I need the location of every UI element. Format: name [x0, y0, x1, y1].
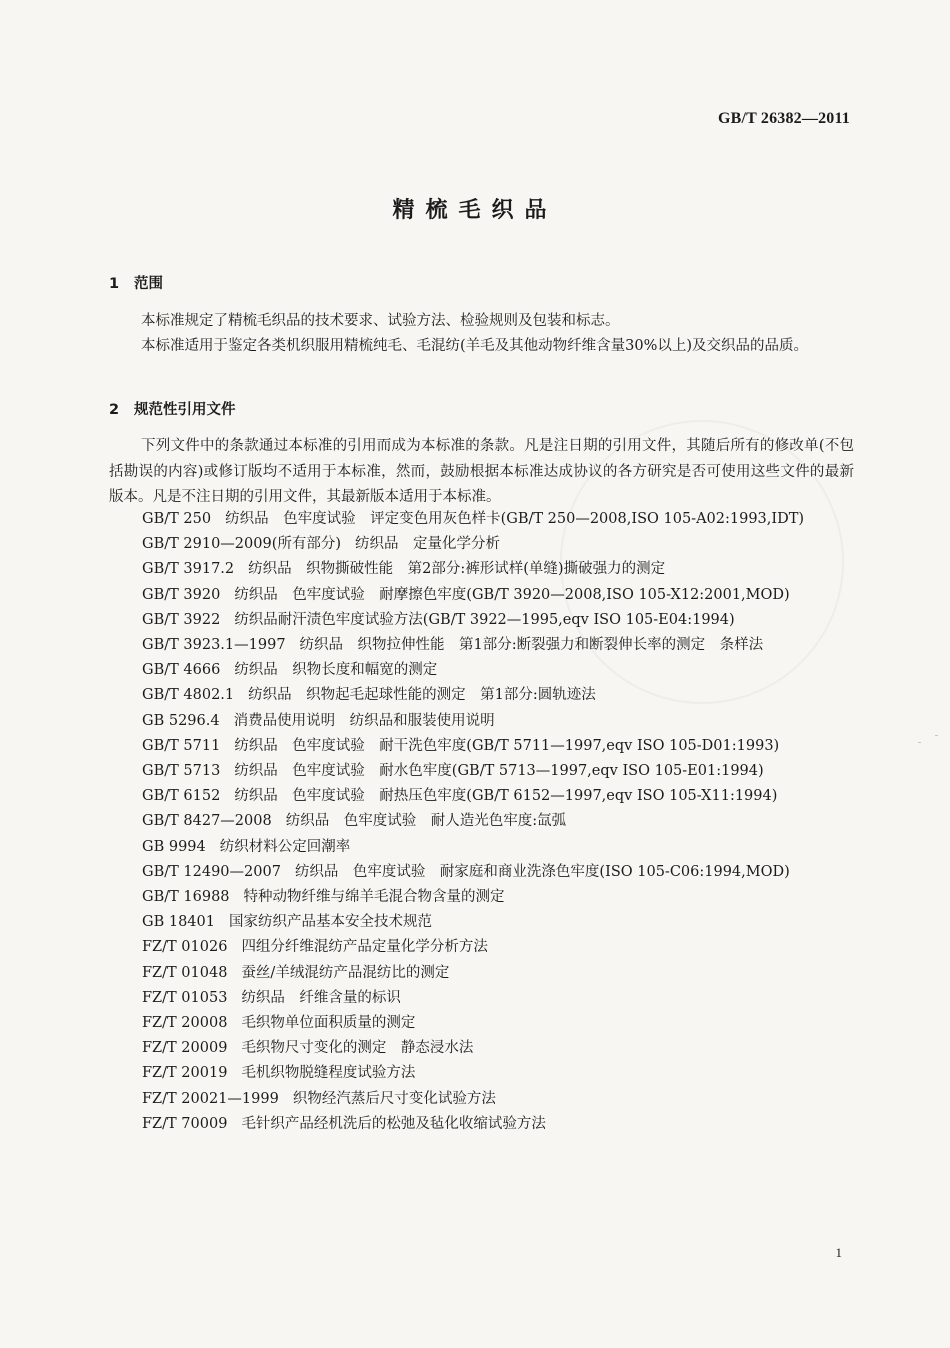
reference-title: 毛机织物脱缝程度试验方法 — [241, 1065, 416, 1082]
reference-code: GB/T 3917.2 — [142, 561, 235, 578]
reference-item — [109, 532, 854, 557]
reference-code: FZ/T 01048 — [142, 964, 228, 981]
reference-title: 纺织品 织物拉伸性能 第1部分:断裂强力和断裂伸长率的测定 条样法 — [299, 637, 764, 654]
reference-title: 纺织品 织物起毛起球性能的测定 第1部分:圆轨迹法 — [248, 687, 596, 704]
reference-item — [109, 784, 854, 809]
reference-code: GB/T 6152 — [142, 788, 221, 805]
reference-code: GB/T 4802.1 — [142, 687, 235, 704]
reference-code: FZ/T 20019 — [142, 1065, 228, 1082]
reference-title: 四组分纤维混纺产品定量化学分析方法 — [241, 939, 488, 956]
reference-item — [109, 658, 854, 683]
reference-code: GB/T 4666 — [142, 662, 221, 679]
section-1-paragraph-1: 本标准规定了精梳毛织品的技术要求、试验方法、检验规则及包装和标志。 — [141, 313, 620, 329]
reference-code: GB/T 3920 — [142, 586, 221, 603]
reference-code: GB/T 16988 — [142, 889, 230, 906]
reference-title: 纺织品耐汗渍色牢度试验方法(GB/T 3922—1995,eqv ISO 105-E04:1994) — [234, 611, 735, 628]
reference-code: FZ/T 01053 — [142, 989, 228, 1006]
document-title: 精梳毛织品 — [392, 198, 558, 223]
reference-item — [109, 1061, 854, 1086]
reference-code: GB/T 12490—2007 — [142, 863, 281, 880]
reference-title: 纺织品 定量化学分析 — [355, 536, 501, 553]
reference-title: 纺织品 织物长度和幅宽的测定 — [234, 662, 438, 679]
reference-item — [109, 583, 854, 608]
reference-code: GB/T 250 — [142, 511, 212, 527]
reference-code: GB 9994 — [142, 838, 206, 855]
reference-item — [109, 683, 854, 708]
reference-code: GB/T 5713 — [142, 763, 221, 780]
reference-code: FZ/T 20008 — [142, 1015, 228, 1032]
reference-item — [109, 507, 854, 532]
reference-item — [109, 557, 854, 582]
reference-item — [109, 734, 854, 759]
section-2-number: 2 — [109, 402, 120, 418]
reference-title: 纺织品 纤维含量的标识 — [241, 989, 401, 1006]
scan-speck — [918, 742, 921, 743]
reference-title: 纺织品 色牢度试验 评定变色用灰色样卡(GB/T 250—2008,ISO 105-A02:1993,IDT) — [225, 511, 805, 527]
section-1-title: 范围 — [134, 276, 163, 292]
reference-item — [109, 1112, 854, 1137]
scan-speck — [935, 735, 938, 736]
reference-item — [109, 709, 854, 734]
section-2-heading — [109, 398, 236, 419]
reference-item — [109, 935, 854, 960]
reference-title: 纺织品 色牢度试验 耐摩擦色牢度(GB/T 3920—2008,ISO 105-X12:2001,MOD) — [234, 586, 790, 603]
section-2-intro: 下列文件中的条款通过本标准的引用而成为本标准的条款。凡是注日期的引用文件，其随后所有的修改单(不包括勘误的内容)或修订版均不适用于本标准，然而，鼓励根据本标准达成协议的各方研究是否可使用这些文件的最新版本。凡是不注日期的引用文件，其最新版本适用于本标准。 — [109, 438, 854, 505]
reference-code: FZ/T 70009 — [142, 1115, 228, 1132]
section-2-title: 规范性引用文件 — [134, 402, 236, 418]
reference-title: 纺织品 色牢度试验 耐热压色牢度(GB/T 6152—1997,eqv ISO 105-X11:1994) — [234, 788, 778, 805]
reference-code: GB/T 2910—2009(所有部分) — [142, 536, 342, 553]
reference-code: GB/T 8427—2008 — [142, 813, 272, 830]
reference-title: 纺织品 织物撕破性能 第2部分:裤形试样(单缝)撕破强力的测定 — [248, 561, 666, 578]
standard-number: GB/T 26382—2011 — [717, 110, 850, 127]
reference-item — [109, 910, 854, 935]
reference-title: 毛针织产品经机洗后的松弛及毡化收缩试验方法 — [241, 1115, 546, 1132]
reference-item — [109, 961, 854, 986]
reference-item — [109, 986, 854, 1011]
reference-title: 纺织品 色牢度试验 耐水色牢度(GB/T 5713—1997,eqv ISO 105-E01:1994) — [234, 763, 764, 780]
reference-title: 特种动物纤维与绵羊毛混合物含量的测定 — [243, 889, 505, 906]
reference-title: 纺织品 色牢度试验 耐干洗色牢度(GB/T 5711—1997,eqv ISO 105-D01:1993) — [234, 737, 780, 754]
reference-item — [109, 860, 854, 885]
reference-title: 纺织品 色牢度试验 耐人造光色牢度:氙弧 — [285, 813, 567, 830]
reference-code: FZ/T 20009 — [142, 1040, 228, 1057]
reference-code: GB/T 5711 — [142, 737, 221, 754]
section-1-heading — [109, 272, 163, 293]
reference-code: FZ/T 20021—1999 — [142, 1090, 279, 1107]
reference-title: 毛织物单位面积质量的测定 — [241, 1015, 416, 1032]
reference-code: GB/T 3923.1—1997 — [142, 637, 286, 654]
reference-item — [109, 1036, 854, 1061]
reference-item — [109, 885, 854, 910]
section-1-paragraph-2: 本标准适用于鉴定各类机织服用精梳纯毛、毛混纺(羊毛及其他动物纤维含量30%以上)及交织品的品质。 — [141, 338, 809, 354]
reference-item — [109, 809, 854, 834]
reference-title: 毛织物尺寸变化的测定 静态浸水法 — [241, 1040, 474, 1057]
reference-item — [109, 1087, 854, 1112]
reference-title: 织物经汽蒸后尺寸变化试验方法 — [292, 1090, 496, 1107]
reference-item — [109, 835, 854, 860]
reference-code: GB 5296.4 — [142, 712, 220, 729]
reference-code: FZ/T 01026 — [142, 939, 228, 956]
reference-title: 蚕丝/羊绒混纺产品混纺比的测定 — [241, 964, 450, 981]
reference-title: 国家纺织产品基本安全技术规范 — [228, 914, 432, 931]
reference-code: GB/T 3922 — [142, 611, 221, 628]
reference-title: 纺织材料公定回潮率 — [219, 838, 351, 855]
reference-title: 消费品使用说明 纺织品和服装使用说明 — [233, 712, 495, 729]
reference-item — [109, 1011, 854, 1036]
reference-list — [109, 507, 854, 1137]
reference-item — [109, 608, 854, 633]
section-1-number: 1 — [109, 276, 120, 292]
reference-title: 纺织品 色牢度试验 耐家庭和商业洗涤色牢度(ISO 105-C06:1994,MOD) — [294, 863, 790, 880]
reference-code: GB 18401 — [142, 914, 215, 931]
page-number: 1 — [835, 1245, 842, 1260]
reference-item — [109, 759, 854, 784]
reference-item — [109, 633, 854, 658]
